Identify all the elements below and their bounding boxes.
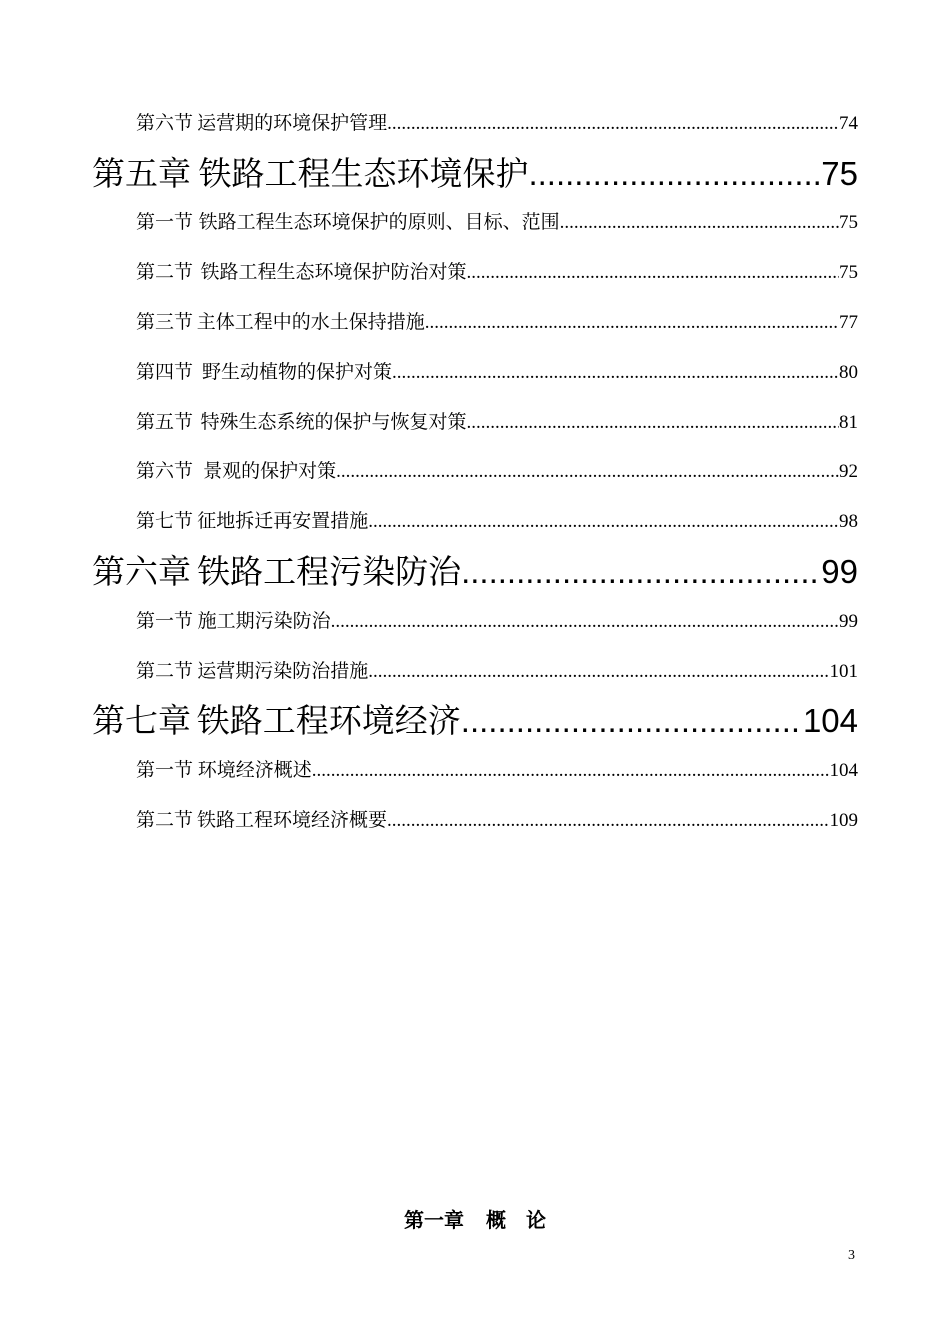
section-title: 运营期污染防治措施 [197,660,369,682]
toc-entry[interactable] [136,506,858,536]
toc-entry[interactable] [136,456,858,486]
section-title: 特殊生态系统的保护与恢复对策 [200,411,467,433]
page-ref: 98 [839,511,858,532]
chapter-number: 第七章 [92,701,191,740]
section-title: 景观的保护对策 [203,460,337,482]
page-ref: 75 [821,155,858,192]
section-number: 第一节 [136,759,194,781]
page-ref: 109 [829,810,858,831]
page-ref: 99 [821,553,858,590]
chapter-title: 铁路工程污染防治 [197,552,462,591]
dot-leader [387,806,829,835]
page-ref: 74 [839,113,858,134]
toc-entry[interactable] [136,108,858,138]
toc-entry[interactable] [136,805,858,835]
dot-leader [387,109,839,138]
dot-leader [392,358,839,387]
section-number: 第六节 [136,460,194,482]
page-ref: 99 [839,611,858,632]
section-number: 第七节 [136,510,194,532]
section-number: 第四节 [136,361,194,383]
section-title: 运营期的环境保护管理 [197,112,388,134]
section-title: 野生动植物的保护对策 [201,361,392,383]
chapter-heading [0,1204,950,1233]
page-ref: 77 [839,312,858,333]
section-title: 铁路工程环境经济概要 [197,809,388,831]
section-number: 第五节 [136,411,194,433]
dot-leader [368,507,839,536]
dot-leader [461,550,821,594]
section-title: 环境经济概述 [197,759,312,781]
page-ref: 92 [839,461,858,482]
section-number: 第二节 [136,809,194,831]
section-title: 征地拆迁再安置措施 [197,510,369,532]
chapter-title: 铁路工程生态环境保护 [198,154,529,193]
dot-leader [528,152,821,196]
dot-leader [331,607,839,636]
section-title: 铁路工程生态环境保护的原则、目标、范围 [198,211,560,233]
section-number: 第二节 [136,261,194,283]
section-title: 施工期污染防治 [197,610,331,632]
section-number: 第二节 [136,660,194,682]
dot-leader [312,756,830,785]
page-ref: 104 [829,760,858,781]
section-number: 第一节 [136,211,194,233]
dot-leader [466,258,839,287]
dot-leader [560,208,839,237]
toc-entry[interactable] [136,357,858,387]
toc-entry[interactable] [136,207,858,237]
page-ref: 80 [839,362,858,383]
page-ref: 75 [839,262,858,283]
page-ref: 104 [802,702,858,739]
toc-chapter-entry[interactable] [92,152,858,196]
chapter-number: 第五章 [92,154,191,193]
toc-entry[interactable] [136,755,858,785]
section-title: 铁路工程生态环境保护防治对策 [200,261,467,283]
toc-entry[interactable] [136,407,858,437]
dot-leader [425,308,839,337]
chapter-heading-word-1: 概 [486,1208,506,1232]
chapter-title: 铁路工程环境经济 [196,701,461,740]
toc-entry[interactable] [136,257,858,287]
toc-chapter-entry[interactable] [92,550,858,594]
dot-leader [336,457,839,486]
page-ref: 101 [829,661,858,682]
chapter-heading-word-2: 论 [526,1208,546,1232]
dot-leader [466,408,839,437]
page-ref: 81 [839,412,858,433]
dot-leader [368,657,829,686]
section-title: 主体工程中的水土保持措施 [196,311,425,333]
section-number: 第六节 [136,112,194,134]
page-ref: 75 [839,212,858,233]
chapter-heading-number: 第一章 [404,1208,464,1232]
toc-entry[interactable] [136,606,858,636]
page-number: 3 [848,1248,855,1263]
toc-chapter-entry[interactable] [92,699,858,743]
chapter-number: 第六章 [92,552,191,591]
section-number: 第一节 [136,610,194,632]
section-number: 第三节 [136,311,194,333]
toc-entry[interactable] [136,307,858,337]
toc-entry[interactable] [136,656,858,686]
dot-leader [461,699,803,743]
